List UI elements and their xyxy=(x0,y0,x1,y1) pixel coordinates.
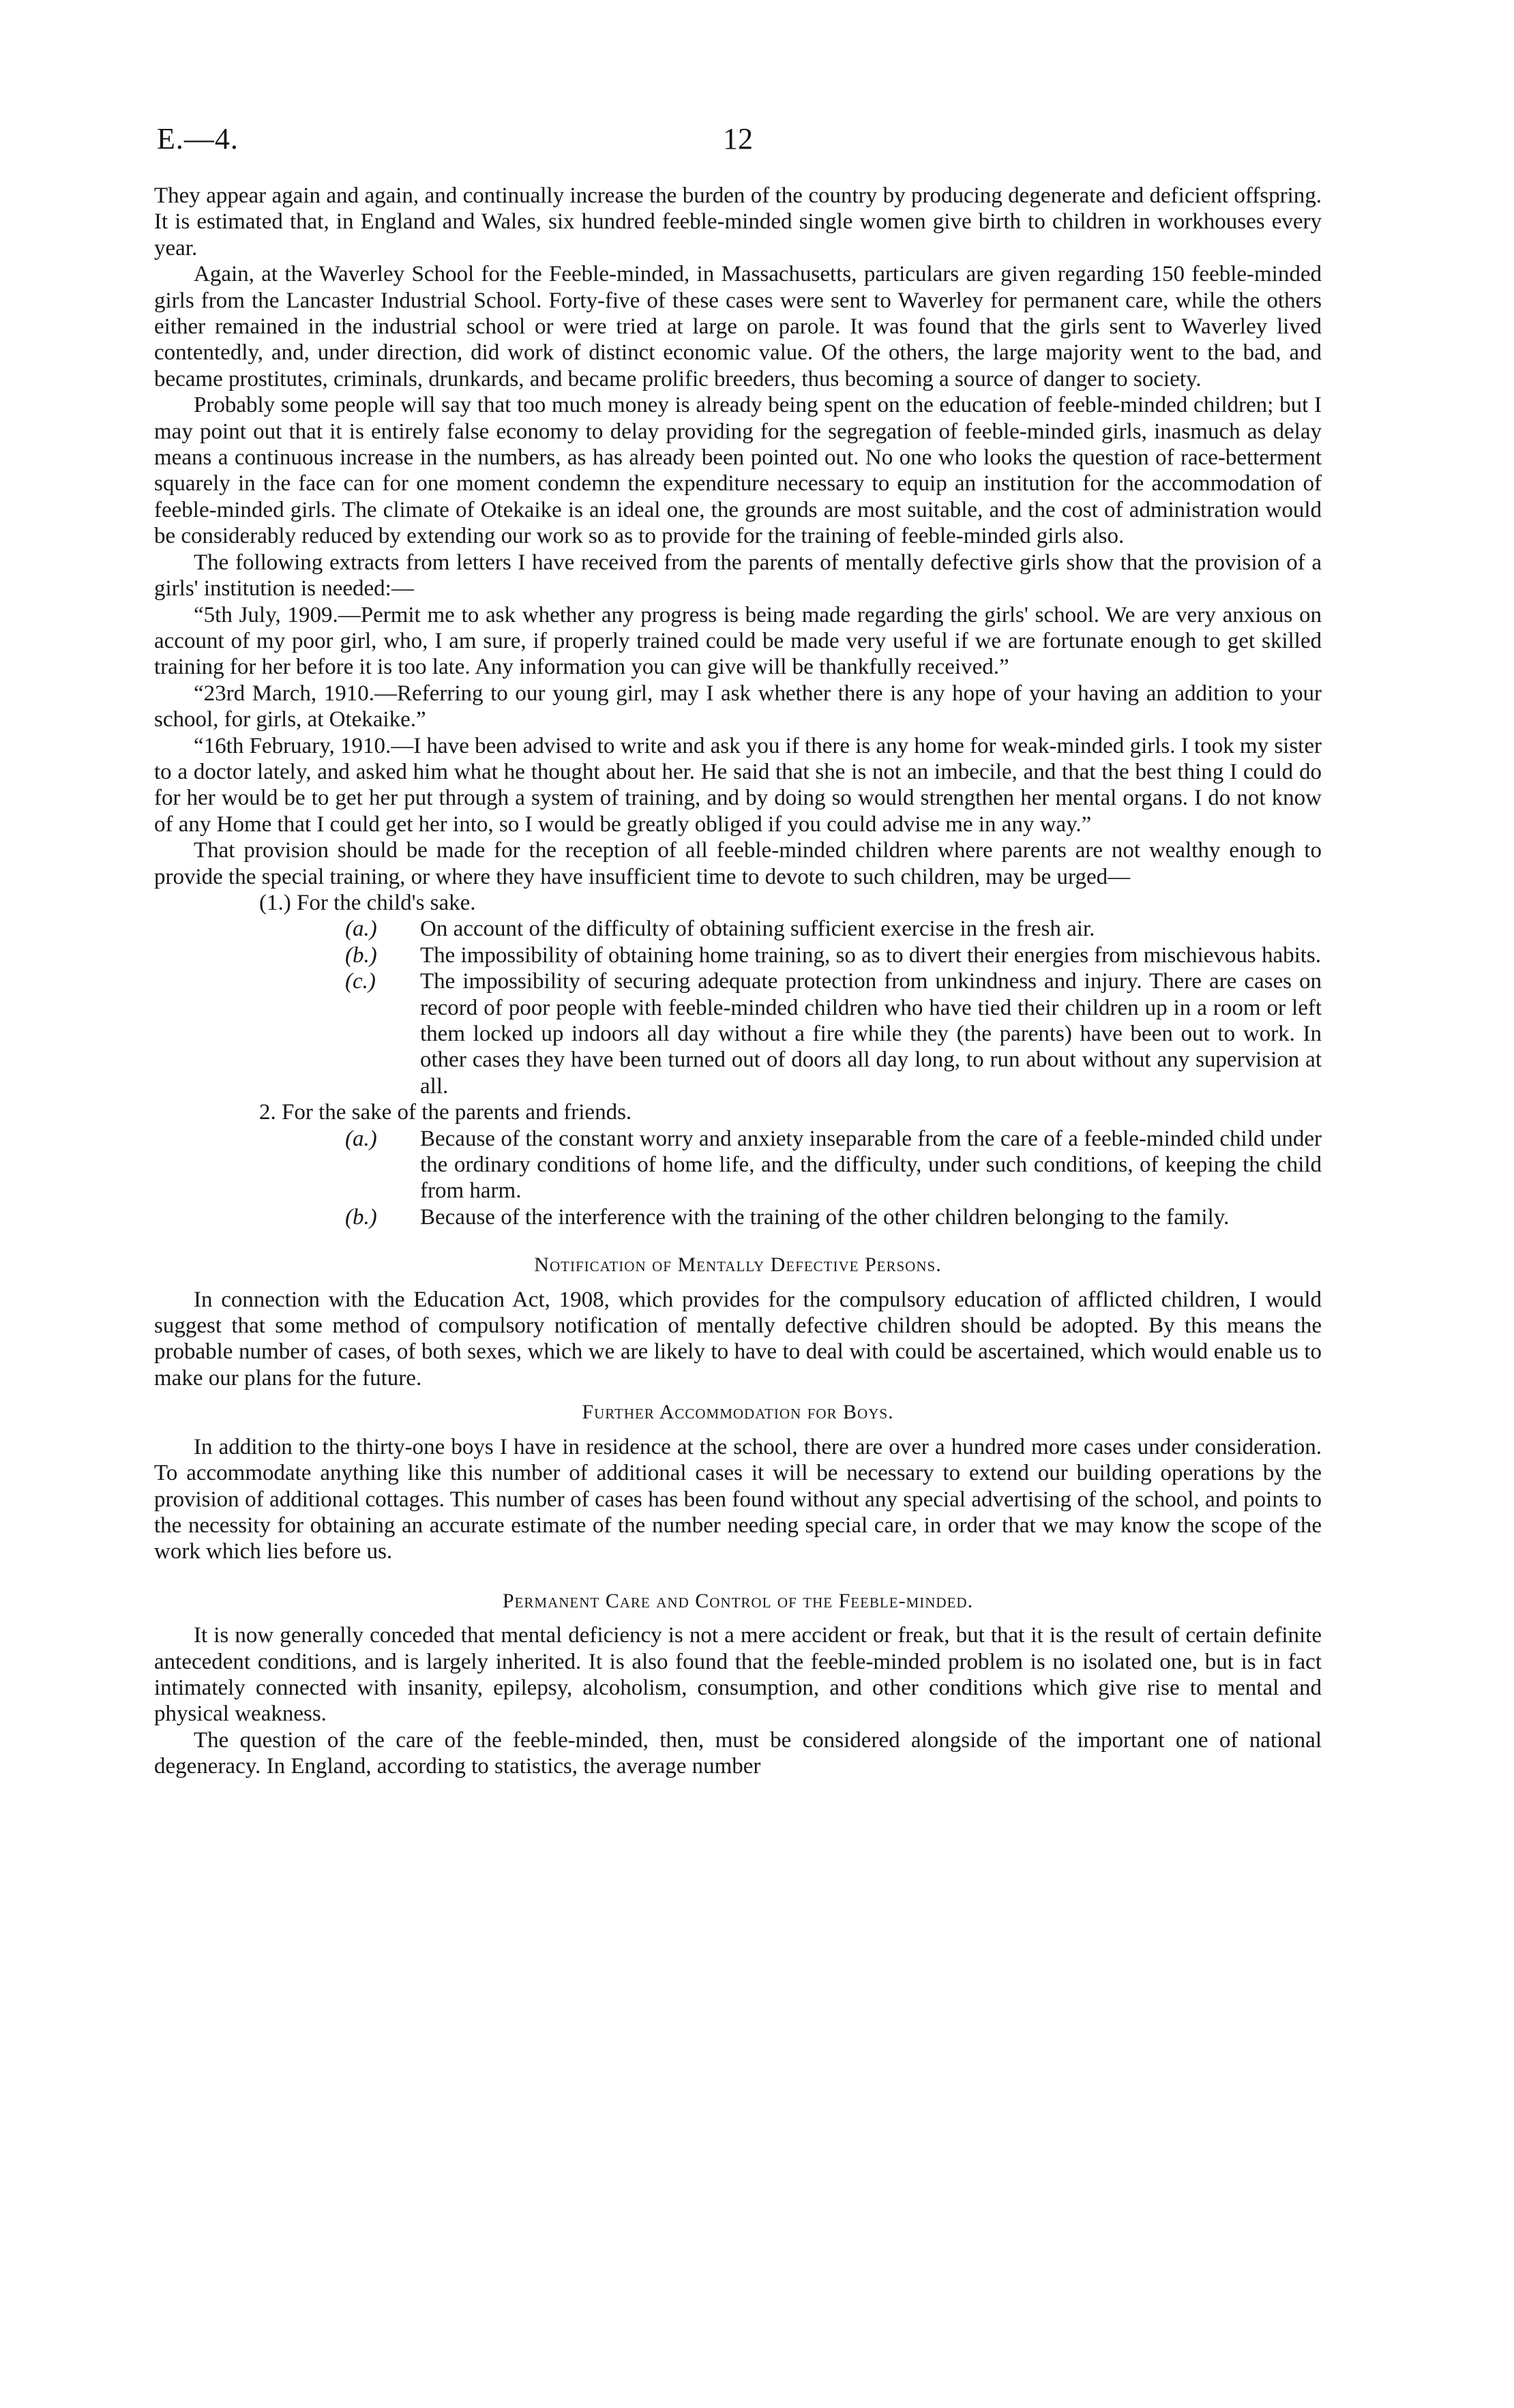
sub-item-label: (b.) xyxy=(345,1204,377,1230)
letter-extract: “23rd March, 1910.—Referring to our young girl, may I ask whether there is any hope of your having an addition to your school, for girls, at Otekaike.” xyxy=(154,681,1322,732)
document-reference: E.—4. xyxy=(157,122,239,155)
paragraph: The following extracts from letters I have received from the parents of mentally defective girls show that the provision of a girls' institution is needed:— xyxy=(154,550,1322,601)
paragraph: Probably some people will say that too much money is already being spent on the education of feeble-minded children; but I may point out that it is entirely false economy to delay providing for the segregation of feeble-minded girls, inasmuch as delay means a continuous increase in the numbers, as has already been pointed out. No one who looks the question of race-betterment squarely in the face can for one moment condemn the expenditure necessary to equip an institution for the accommodation of feeble-minded girls. The climate of Otekaike is an ideal one, the grounds are most suitable, and the cost of administration would be considerably reduced by extending our work so as to provide for the training of feeble-minded girls also. xyxy=(154,393,1322,549)
sub-item-label: (a.) xyxy=(345,917,377,942)
page-number: 12 xyxy=(723,122,753,155)
sub-list-item xyxy=(345,1126,1322,1204)
sub-list-item xyxy=(345,916,1322,942)
paragraph: That provision should be made for the reception of all feeble-minded children where parents are not wealthy enough to provide the special training, or where they have insufficient time to devote to such children, may be urged— xyxy=(154,838,1322,889)
letter-extract: “16th February, 1910.—I have been advised to write and ask you if there is any home for weak-minded girls. I took my sister to a doctor lately, and asked him what he thought about her. He said that she is not an imbecile, and that the best thing I could do for her would be to get her put through a system of training, and by doing so would strengthen her mental organs. I do not know of any Home that I could get her into, so I would be greatly obliged if you could advise me in any way.” xyxy=(154,733,1322,837)
sub-list-item xyxy=(345,1204,1322,1230)
sub-list-item xyxy=(345,942,1322,968)
sub-item-text: The impossibility of obtaining home training, so as to divert their energies from mischievous habits. xyxy=(420,942,1322,968)
sub-item-label: (c.) xyxy=(345,969,376,994)
letter-extract: “5th July, 1909.—Permit me to ask whether any progress is being made regarding the girls' school. We are very anxious on account of my poor girl, who, I am sure, if properly trained could be made very useful if we are fortunate enough to get skilled training for her before it is too late. Any information you can give will be thankfully received.” xyxy=(154,602,1322,680)
paragraph: The question of the care of the feeble-minded, then, must be considered alongside of the important one of national degeneracy. In England, according to statistics, the average number xyxy=(154,1727,1322,1779)
paragraph: In connection with the Education Act, 1908, which provides for the compulsory education of afflicted children, I would suggest that some method of compulsory notification of mentally defective children should be adopted. By this means the probable number of cases, of both sexes, which we are likely to have to deal with could be ascertained, which would enable us to make our plans for the future. xyxy=(154,1287,1322,1391)
paragraph: It is now generally conceded that mental deficiency is not a mere accident or freak, but that it is the result of certain definite antecedent conditions, and is largely inherited. It is also found that the feeble-minded problem is no isolated one, but is in fact intimately connected with insanity, epilepsy, alcoholism, consumption, and other conditions which give rise to mental and physical weakness. xyxy=(154,1623,1322,1727)
sub-item-label: (a.) xyxy=(345,1126,377,1151)
paragraph: They appear again and again, and continually increase the burden of the country by producing degenerate and deficient offspring. It is estimated that, in England and Wales, six hundred feeble-minded single women give birth to children in workhouses every year. xyxy=(154,183,1322,261)
section-heading: Notification of Mentally Defective Persons. xyxy=(534,1253,942,1277)
section-heading: Permanent Care and Control of the Feeble-minded. xyxy=(502,1589,974,1612)
paragraph: Again, at the Waverley School for the Feeble-minded, in Massachusetts, particulars are given regarding 150 feeble-minded girls from the Lancaster Industrial School. Forty-five of these cases were sent to Waverley for permanent care, while the others either remained in the industrial school or were tried at large on parole. It was found that the girls sent to Waverley lived contentedly, and, under direction, did work of distinct economic value. Of the others, the large majority went to the bad, and became prostitutes, criminals, drunkards, and became prolific breeders, thus becoming a source of danger to society. xyxy=(154,262,1322,391)
paragraph: In addition to the thirty-one boys I have in residence at the school, there are over a hundred more cases under consideration. To accommodate anything like this number of additional cases it will be necessary to extend our building operations by the provision of additional cottages. This number of cases has been found without any special advertising of the school, and points to the necessity for obtaining an accurate estimate of the number needing special care, in order that we may know the scope of the work which lies before us. xyxy=(154,1434,1322,1564)
sub-item-text: The impossibility of securing adequate protection from unkindness and injury. There are cases on record of poor people with feeble-minded children who have tied their children up in a room or left them locked up indoors all day without a fire while they (the parents) have been out to work. In other cases they have been turned out of doors all day long, to run about without any supervision at all. xyxy=(420,969,1322,1099)
sub-item-label: (b.) xyxy=(345,942,377,968)
sub-list-item xyxy=(345,968,1322,1099)
sub-item-text: On account of the difficulty of obtaining sufficient exercise in the fresh air. xyxy=(420,917,1095,942)
list-item: 2. For the sake of the parents and friends. xyxy=(259,1100,632,1125)
section-heading: Further Accommodation for Boys. xyxy=(582,1401,894,1424)
body-text xyxy=(154,183,1322,1780)
sub-item-text: Because of the constant worry and anxiety inseparable from the care of a feeble-minded child under the ordinary conditions of home life, and the difficulty, under such conditions, of keeping the child from harm. xyxy=(420,1126,1322,1204)
list-item: (1.) For the child's sake. xyxy=(259,890,476,915)
sub-item-text: Because of the interference with the training of the other children belonging to the family. xyxy=(420,1204,1230,1230)
